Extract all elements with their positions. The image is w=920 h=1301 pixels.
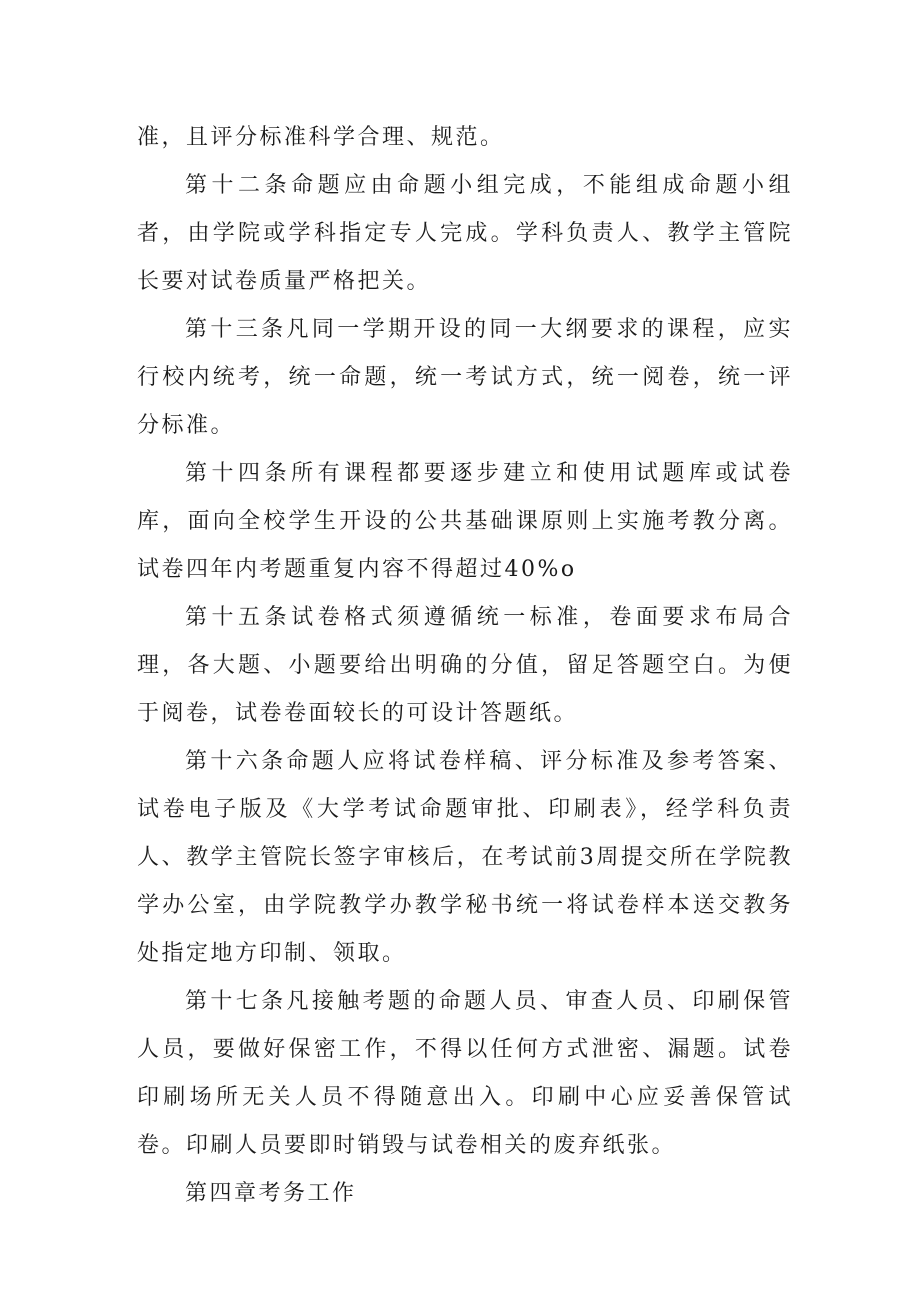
article-15: 第十五条试卷格式须遵循统一标准，卷面要求布局合理，各大题、小题要给出明确的分值，留足答题空白。为便于阅卷，试卷卷面较长的可设计答题纸。	[137, 605, 793, 726]
paragraph-1: 准，且评分标准科学合理、规范。	[137, 125, 505, 150]
chapter-4-heading: 第四章考务工作	[185, 1181, 357, 1206]
article-17: 第十七条凡接触考题的命题人员、审查人员、印刷保管人员，要做好保密工作，不得以任何方式泄密、漏题。试卷印刷场所无关人员不得随意出入。印刷中心应妥善保管试卷。印刷人员要即时销毁与试卷相关的废弃纸张。	[137, 989, 793, 1158]
article-14: 第十四条所有课程都要逐步建立和使用试题库或试卷库，面向全校学生开设的公共基础课原则上实施考教分离。试卷四年内考题重复内容不得超过40%o	[137, 461, 793, 582]
article-16: 第十六条命题人应将试卷样稿、评分标准及参考答案、试卷电子版及《大学考试命题审批、印刷表》，经学科负责人、教学主管院长签字审核后，在考试前3周提交所在学院教学办公室，由学院教学办教学秘书统一将试卷样本送交教务处指定地方印制、领取。	[137, 749, 793, 966]
article-13: 第十三条凡同一学期开设的同一大纲要求的课程，应实行校内统考，统一命题，统一考试方式，统一阅卷，统一评分标准。	[137, 317, 793, 438]
document-body	[137, 114, 793, 1218]
article-12: 第十二条命题应由命题小组完成，不能组成命题小组者，由学院或学科指定专人完成。学科负责人、教学主管院长要对试卷质量严格把关。	[137, 173, 793, 294]
